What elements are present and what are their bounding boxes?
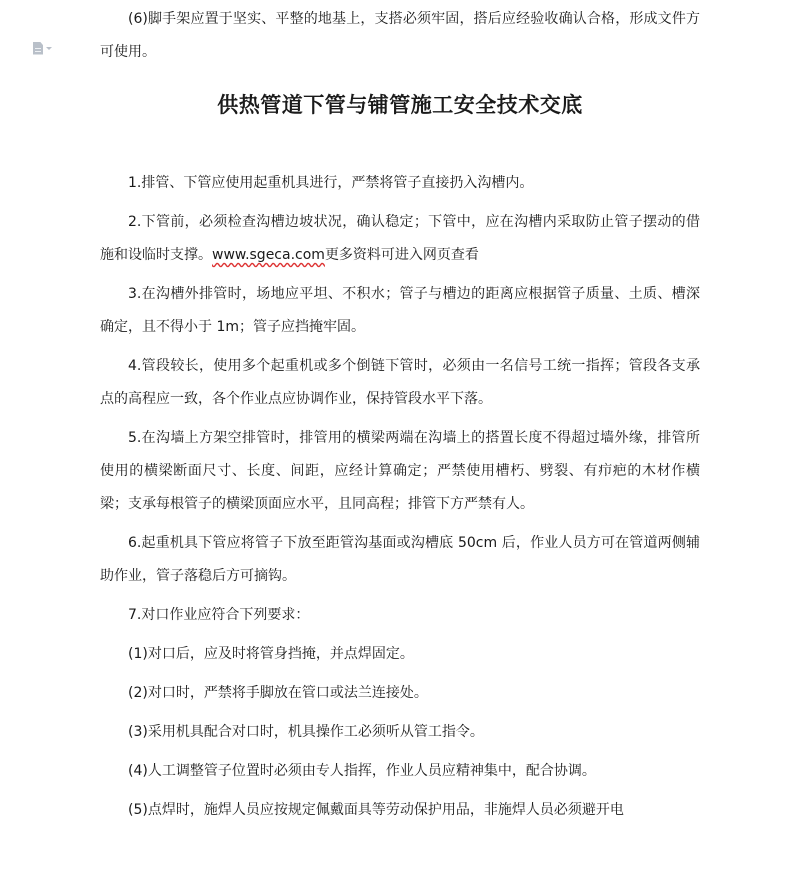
website-link[interactable]: www.sgeca.com: [212, 247, 325, 263]
paragraph-1: 1.排管、下管应使用起重机具进行，严禁将管子直接扔入沟槽内。: [128, 175, 534, 191]
document-page: [100, 0, 700, 833]
title-spacer: [100, 121, 700, 167]
sub-item-4: (4)人工调整管子位置时必须由专人指挥，作业人员应精神集中，配合协调。: [128, 763, 596, 779]
sub-item-3: (3)采用机具配合对口时，机具操作工必须听从管工指令。: [128, 724, 484, 740]
document-icon: [33, 42, 43, 55]
previous-list-item: (6)脚手架应置于坚实、平整的地基上，支搭必须牢固，搭后应经验收确认合格，形成文件方可使用。: [100, 11, 700, 60]
chevron-down-icon: [46, 47, 52, 50]
paragraph-2: [100, 206, 700, 272]
page-title: 供热管道下管与铺管施工安全技术交底: [217, 93, 583, 117]
sub-item-1: (1)对口后，应及时将管身挡掩，并点焊固定。: [128, 646, 414, 662]
document-options-icon[interactable]: [33, 40, 61, 56]
paragraph-4: 4.管段较长，使用多个起重机或多个倒链下管时，必须由一名信号工统一指挥；管段各支承点的高程应一致，各个作业点应协调作业，保持管段水平下落。: [100, 358, 700, 407]
paragraph-6: 6.起重机具下管应将管子下放至距管沟基面或沟槽底 50cm 后，作业人员方可在管道两侧辅助作业，管子落稳后方可摘钩。: [100, 535, 700, 584]
paragraph-7: 7.对口作业应符合下列要求：: [128, 607, 310, 623]
sub-item-5: (5)点焊时，施焊人员应按规定佩戴面具等劳动保护用品，非施焊人员必须避开电: [128, 802, 624, 818]
paragraph-3: 3.在沟槽外排管时，场地应平坦、不积水；管子与槽边的距离应根据管子质量、土质、槽深确定，且不得小于 1m；管子应挡掩牢固。: [100, 286, 700, 335]
paragraph-2-text: 2.下管前，必须检查沟槽边坡状况，确认稳定；下管中，应在沟槽内采取防止管子摆动的借施和设临时支撑。: [100, 214, 700, 263]
paragraph-2-tail: 更多资料可进入网页查看: [324, 247, 479, 263]
paragraph-5: 5.在沟墙上方架空排管时，排管用的横梁两端在沟墙上的搭置长度不得超过墙外缘，排管所使用的横梁断面尺寸、长度、间距，应经计算确定；严禁使用槽朽、劈裂、有疖疤的木材作横梁；支承每根管子的横梁顶面应水平，且同高程；排管下方严禁有人。: [100, 430, 700, 512]
sub-item-2: (2)对口时，严禁将手脚放在管口或法兰连接处。: [128, 685, 428, 701]
